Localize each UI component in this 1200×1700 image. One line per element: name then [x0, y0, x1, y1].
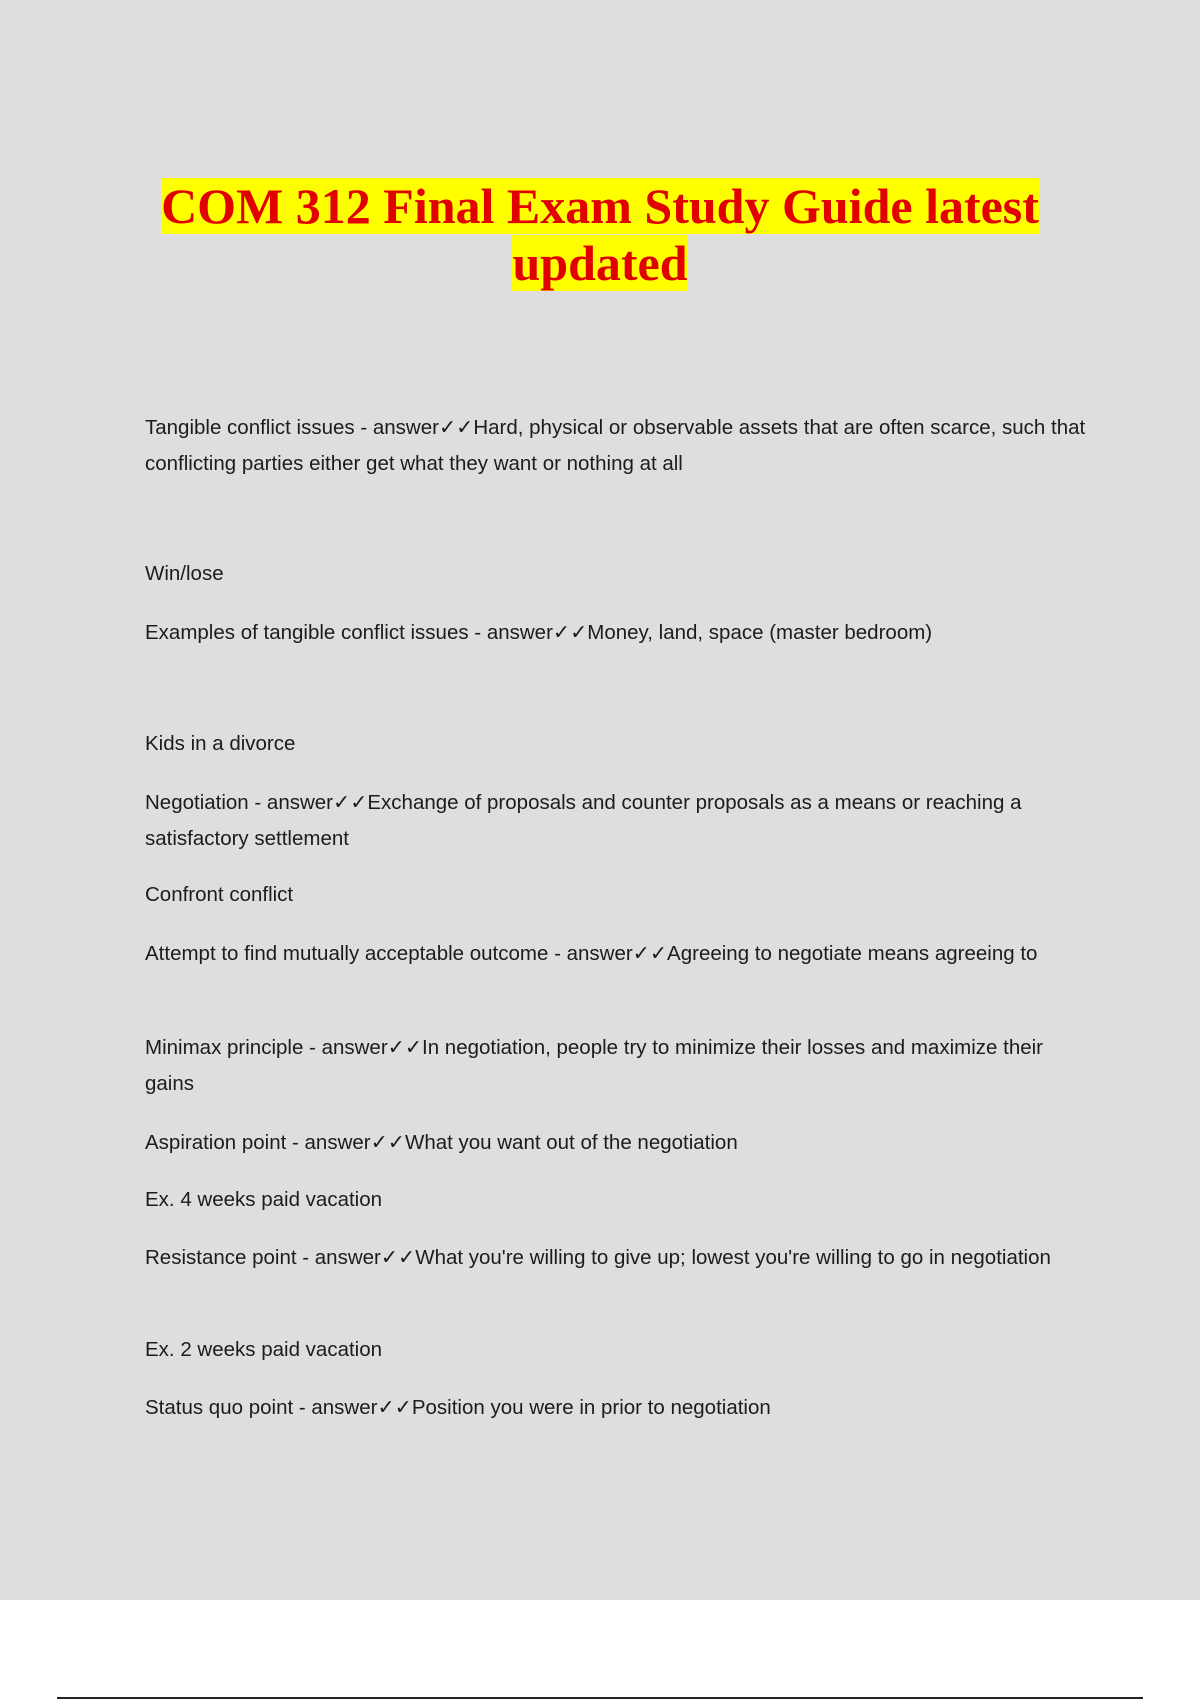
footer-divider [57, 1697, 1143, 1699]
paragraph-resistance-point: Resistance point - answer✓✓What you're willing to give up; lowest you're willing to go in negotiation [145, 1246, 1051, 1269]
title-line-1: COM 312 Final Exam Study Guide latest [161, 178, 1039, 234]
paragraph-tangible-conflict-issues: Tangible conflict issues - answer✓✓Hard, physical or observable assets that are often scarce, such that conflicting parties either get what they want or nothing at all [145, 416, 1086, 475]
title-line-2: updated [512, 235, 688, 291]
paragraph-confront-conflict: Confront conflict [145, 883, 294, 906]
paragraph-ex-4-weeks: Ex. 4 weeks paid vacation [145, 1188, 383, 1211]
paragraph-minimax-principle: Minimax principle - answer✓✓In negotiation, people try to minimize their losses and maximize their gains [145, 1036, 1043, 1095]
paragraph-win-lose: Win/lose [145, 562, 224, 585]
paragraph-examples-tangible: Examples of tangible conflict issues - answer✓✓Money, land, space (master bedroom) [145, 621, 933, 644]
paragraph-negotiation: Negotiation - answer✓✓Exchange of proposals and counter proposals as a means or reaching a satisfactory settlement [145, 791, 1022, 850]
paragraph-mutually-acceptable: Attempt to find mutually acceptable outcome - answer✓✓Agreeing to negotiate means agreeing to [145, 942, 1038, 965]
paragraph-kids-divorce: Kids in a divorce [145, 732, 296, 755]
paragraph-status-quo-point: Status quo point - answer✓✓Position you were in prior to negotiation [145, 1396, 771, 1419]
paragraph-aspiration-point: Aspiration point - answer✓✓What you want out of the negotiation [145, 1131, 738, 1154]
document-title [0, 178, 1200, 292]
paragraph-ex-2-weeks: Ex. 2 weeks paid vacation [145, 1338, 383, 1361]
